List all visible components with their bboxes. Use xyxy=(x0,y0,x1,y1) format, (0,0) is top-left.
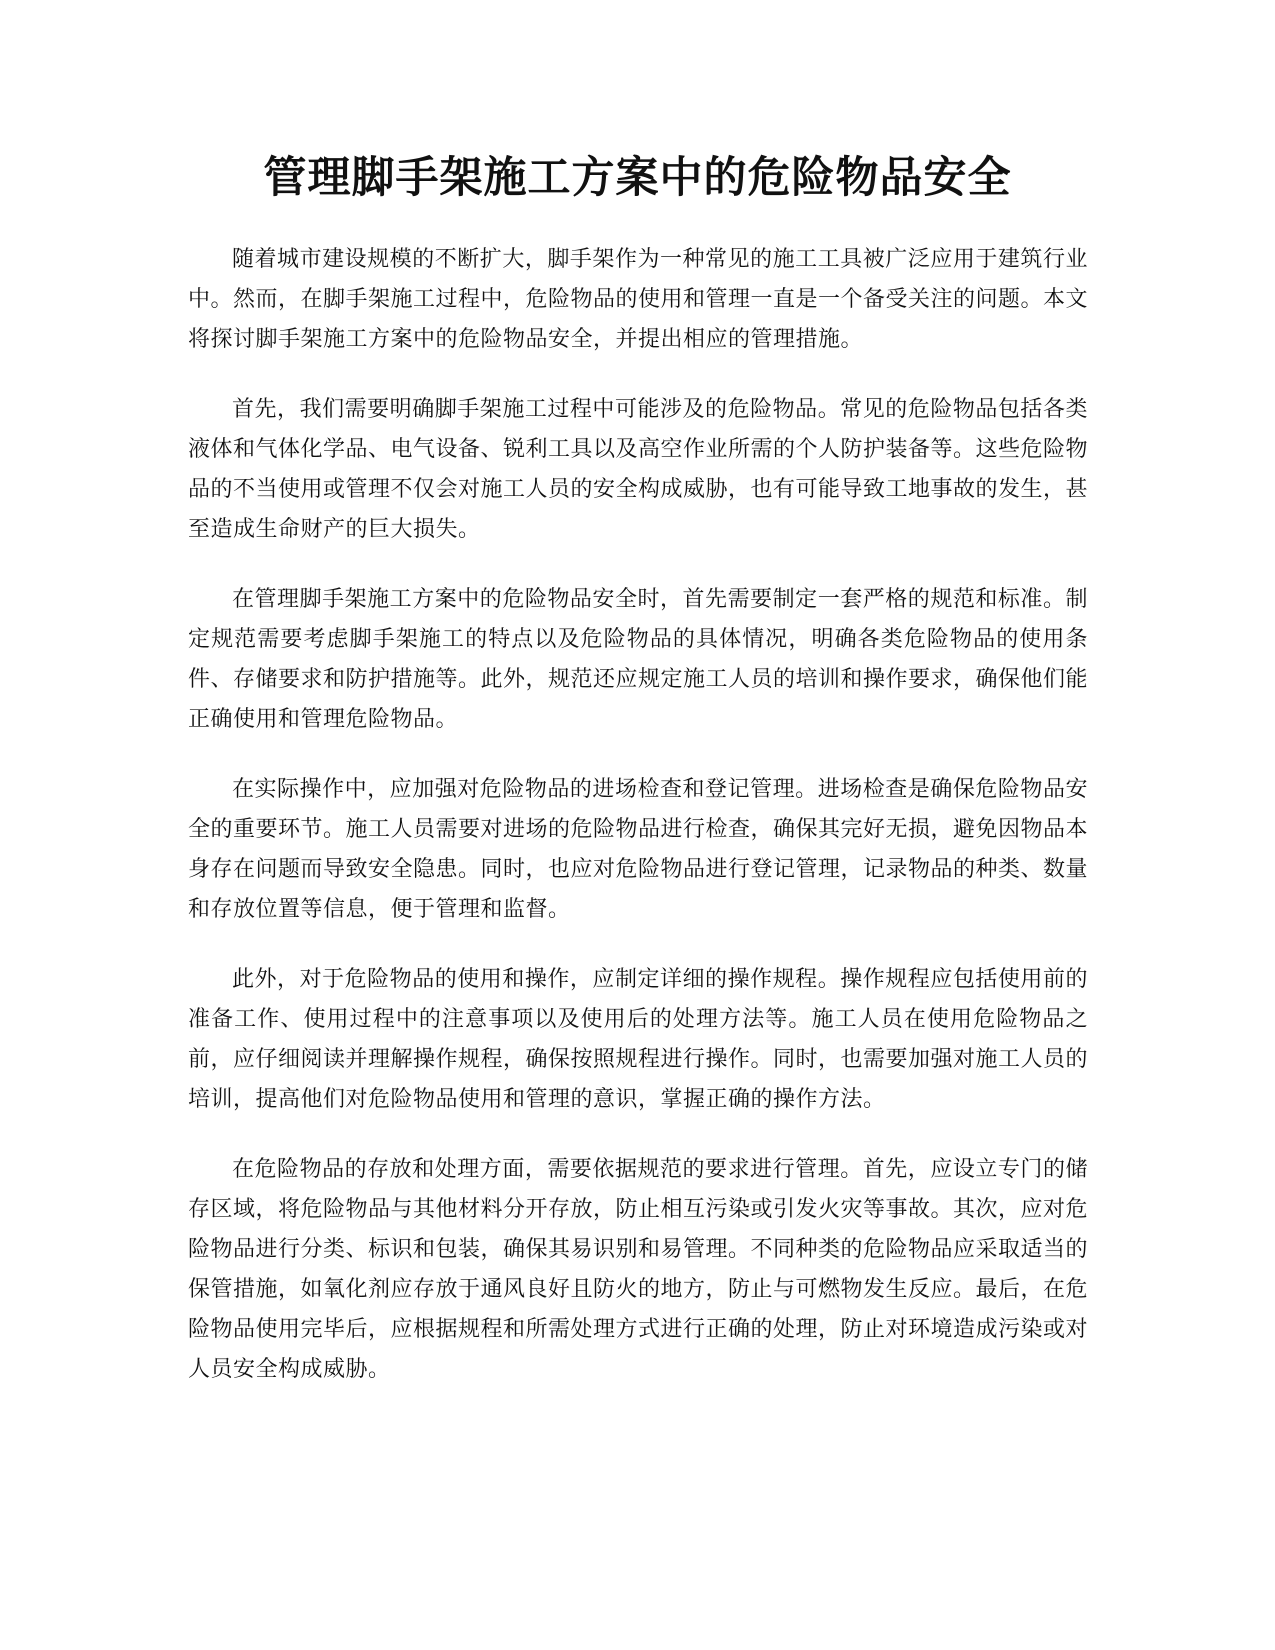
paragraph-inspection: 在实际操作中，应加强对危险物品的进场检查和登记管理。进场检查是确保危险物品安全的重要环节。施工人员需要对进场的危险物品进行检查，确保其完好无损，避免因物品本身存在问题而导致安全隐患。同时，也应对危险物品进行登记管理，记录物品的种类、数量和存放位置等信息，便于管理和监督。 xyxy=(188,777,1089,922)
document-title: 管理脚手架施工方案中的危险物品安全 xyxy=(263,153,1012,203)
document-body xyxy=(188,240,1088,1420)
paragraph-hazardous-items: 首先，我们需要明确脚手架施工过程中可能涉及的危险物品。常见的危险物品包括各类液体和气体化学品、电气设备、锐利工具以及高空作业所需的个人防护装备等。这些危险物品的不当使用或管理不仅会对施工人员的安全构成威胁，也有可能导致工地事故的发生，甚至造成生命财产的巨大损失。 xyxy=(188,397,1089,542)
paragraph-storage-disposal: 在危险物品的存放和处理方面，需要依据规范的要求进行管理。首先，应设立专门的储存区域，将危险物品与其他材料分开存放，防止相互污染或引发火灾等事故。其次，应对危险物品进行分类、标识和包装，确保其易识别和易管理。不同种类的危险物品应采取适当的保管措施，如氧化剂应存放于通风良好且防火的地方，防止与可燃物发生反应。最后，在危险物品使用完毕后，应根据规程和所需处理方式进行正确的处理，防止对环境造成污染或对人员安全构成威胁。 xyxy=(188,1157,1089,1382)
paragraph-standards: 在管理脚手架施工方案中的危险物品安全时，首先需要制定一套严格的规范和标准。制定规范需要考虑脚手架施工的特点以及危险物品的具体情况，明确各类危险物品的使用条件、存储要求和防护措施等。此外，规范还应规定施工人员的培训和操作要求，确保他们能正确使用和管理危险物品。 xyxy=(188,587,1089,732)
paragraph-intro: 随着城市建设规模的不断扩大，脚手架作为一种常见的施工工具被广泛应用于建筑行业中。然而，在脚手架施工过程中，危险物品的使用和管理一直是一个备受关注的问题。本文将探讨脚手架施工方案中的危险物品安全，并提出相应的管理措施。 xyxy=(188,247,1089,352)
paragraph-operation-rules: 此外，对于危险物品的使用和操作，应制定详细的操作规程。操作规程应包括使用前的准备工作、使用过程中的注意事项以及使用后的处理方法等。施工人员在使用危险物品之前，应仔细阅读并理解操作规程，确保按照规程进行操作。同时，也需要加强对施工人员的培训，提高他们对危险物品使用和管理的意识，掌握正确的操作方法。 xyxy=(188,967,1089,1112)
